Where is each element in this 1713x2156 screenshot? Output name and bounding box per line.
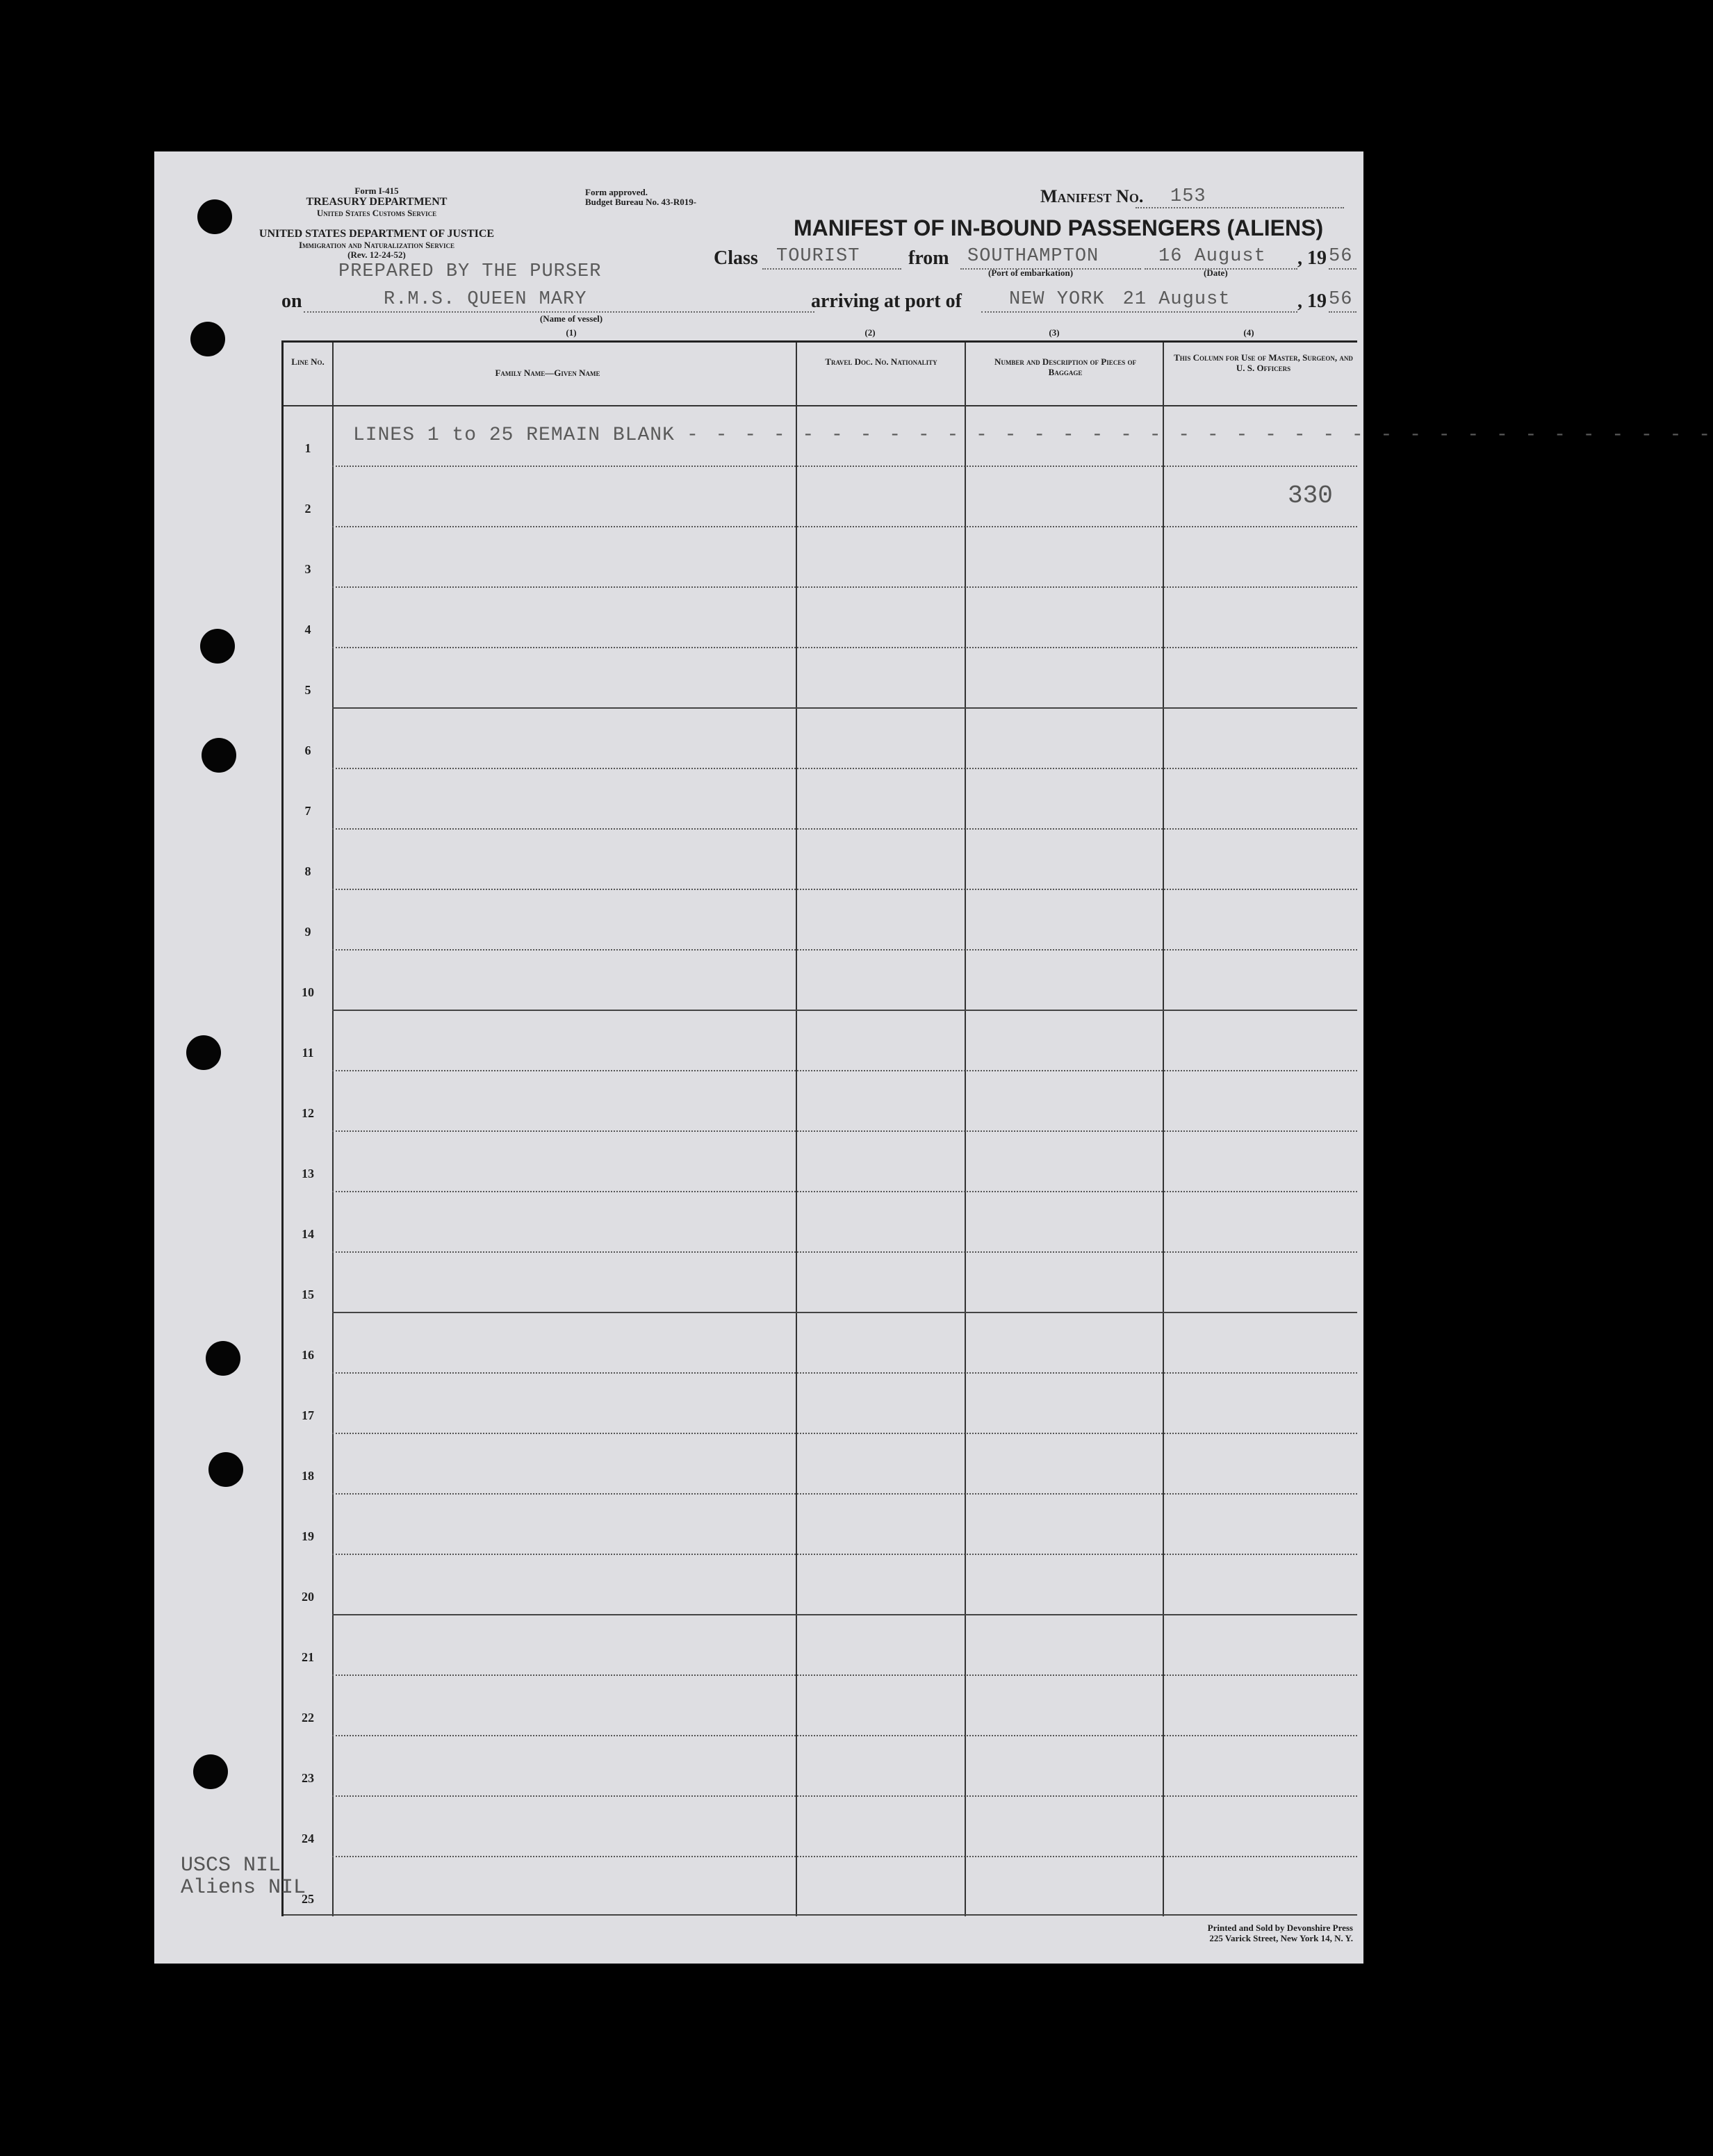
arrival-date: 21 August xyxy=(1122,289,1231,310)
date-value: 16 August xyxy=(1158,246,1266,267)
line-number: 16 xyxy=(302,1348,314,1362)
manifest-no-field xyxy=(1136,186,1344,208)
embark-port-value: SOUTHAMPTON xyxy=(967,246,1099,267)
binder-hole xyxy=(208,1452,243,1487)
revision-date: (Rev. 12-24-52) xyxy=(347,249,406,260)
binder-hole xyxy=(202,738,236,773)
uscs-stamp: USCS NIL xyxy=(181,1854,281,1877)
line-number: 2 xyxy=(304,502,311,516)
form-approved: Form approved. xyxy=(585,187,648,197)
line1-note: LINES 1 to 25 REMAIN BLANK xyxy=(353,425,675,446)
row-rule xyxy=(332,526,1357,527)
line-number: 17 xyxy=(302,1408,314,1422)
line-number: 14 xyxy=(302,1227,314,1241)
header-name: Family Name—Given Name xyxy=(495,368,600,378)
arrival-port: NEW YORK xyxy=(1009,289,1105,310)
customs-service: United States Customs Service xyxy=(316,208,437,218)
row-rule xyxy=(332,1191,1357,1192)
row-rule xyxy=(332,647,1357,648)
arrival-year-prefix: , 19 xyxy=(1297,290,1327,312)
line-number: 24 xyxy=(302,1832,314,1845)
embark-caption: (Port of embarkation) xyxy=(988,268,1074,278)
line-number: 18 xyxy=(302,1469,314,1483)
line-number: 25 xyxy=(302,1892,314,1906)
from-label: from xyxy=(908,247,949,269)
vessel-caption: (Name of vessel) xyxy=(539,313,603,324)
treasury-dept: TREASURY DEPARTMENT xyxy=(306,196,448,208)
binder-hole xyxy=(197,199,232,234)
embark-port-field xyxy=(960,246,1141,270)
line-number: 15 xyxy=(302,1287,314,1301)
date-caption: (Date) xyxy=(1204,268,1228,278)
row-rule xyxy=(332,1130,1357,1132)
binder-hole xyxy=(193,1754,228,1789)
col-divider-1 xyxy=(332,343,334,1916)
arriving-label: arriving at port of xyxy=(811,290,962,312)
arrival-year-field xyxy=(1329,289,1357,313)
vessel-value: R.M.S. QUEEN MARY xyxy=(384,289,587,310)
col-divider-2 xyxy=(796,343,797,1916)
col-num-1: (1) xyxy=(566,327,577,338)
year-prefix: , 19 xyxy=(1297,247,1327,269)
row-rule xyxy=(332,1735,1357,1736)
on-label: on xyxy=(281,290,302,312)
class-label: Class xyxy=(714,247,758,269)
row-rule xyxy=(332,889,1357,890)
row-rule xyxy=(332,1010,1357,1011)
line-number: 9 xyxy=(304,925,311,939)
year-value: 56 xyxy=(1329,246,1353,267)
line-number: 11 xyxy=(302,1046,314,1060)
passenger-table xyxy=(281,340,1713,1916)
manifest-page xyxy=(154,151,1713,1964)
row-rule xyxy=(332,466,1357,467)
line-number: 21 xyxy=(302,1650,314,1664)
justice-dept: UNITED STATES DEPARTMENT OF JUSTICE xyxy=(259,228,495,240)
line-number: 8 xyxy=(304,864,311,878)
col-divider-4 xyxy=(1163,343,1164,1916)
header-officers: This Column for Use of Master, Surgeon, and U. S. Officers xyxy=(1174,352,1353,373)
line1-dashes: - - - - - - - - - - - - - - - - - - - - - - - - - - - - - - - - - - - - xyxy=(687,425,1713,446)
binder-hole xyxy=(186,1035,221,1070)
row-rule xyxy=(332,1614,1357,1615)
col-divider-3 xyxy=(965,343,966,1916)
row-rule xyxy=(332,1433,1357,1434)
binder-hole xyxy=(190,322,225,356)
header-baggage: Number and Description of Pieces of Baggage xyxy=(994,356,1136,377)
budget-bureau: Budget Bureau No. 43-R019- xyxy=(585,197,697,207)
line-number: 3 xyxy=(304,562,311,576)
row-rule xyxy=(332,1372,1357,1374)
ins-service: Immigration and Naturalization Service xyxy=(298,240,455,250)
row-rule xyxy=(332,1856,1357,1857)
prepared-by: PREPARED BY THE PURSER xyxy=(338,261,602,282)
line-number: 6 xyxy=(304,743,311,757)
vessel-field xyxy=(304,289,814,313)
arrival-year: 56 xyxy=(1329,289,1353,310)
manifest-no-label: Manifest No. xyxy=(1040,186,1144,206)
manifest-no-value: 153 xyxy=(1170,186,1206,207)
document-title: MANIFEST OF IN-BOUND PASSENGERS (ALIENS) xyxy=(794,215,1324,240)
line-number: 7 xyxy=(304,804,311,818)
binder-hole xyxy=(200,629,235,664)
printer-line-2: 225 Varick Street, New York 14, N. Y. xyxy=(1209,1933,1353,1943)
row-rule xyxy=(332,1493,1357,1495)
line-number: 5 xyxy=(304,683,311,697)
line-number: 10 xyxy=(302,985,314,999)
year-field xyxy=(1329,246,1357,270)
line-number: 4 xyxy=(304,623,311,636)
col-num-4: (4) xyxy=(1243,327,1254,338)
aliens-stamp: Aliens NIL xyxy=(181,1876,306,1900)
header-rule xyxy=(284,405,1357,406)
row-rule xyxy=(332,1674,1357,1676)
row-rule xyxy=(332,1312,1357,1313)
header-line-no: Line No. xyxy=(291,356,325,367)
line-number: 22 xyxy=(302,1711,314,1725)
row-rule xyxy=(332,1554,1357,1555)
row-rule xyxy=(332,949,1357,951)
arrival-field xyxy=(981,289,1297,313)
date-field xyxy=(1145,246,1297,270)
col-num-3: (3) xyxy=(1049,327,1060,338)
row-rule xyxy=(332,1251,1357,1253)
line-number: 12 xyxy=(302,1106,314,1120)
binder-hole xyxy=(206,1341,240,1376)
officer-note: 330 xyxy=(1288,482,1333,510)
line-number: 20 xyxy=(302,1590,314,1604)
row-rule xyxy=(332,1795,1357,1797)
row-rule xyxy=(332,768,1357,769)
class-value: TOURIST xyxy=(776,246,860,267)
row-rule xyxy=(332,586,1357,588)
header-travel-doc: Travel Doc. No. Nationality xyxy=(825,356,937,367)
printer-line-1: Printed and Sold by Devonshire Press xyxy=(1207,1923,1353,1933)
line-number: 19 xyxy=(302,1529,314,1543)
row-rule xyxy=(332,828,1357,830)
col-num-2: (2) xyxy=(864,327,876,338)
row-rule xyxy=(332,707,1357,709)
form-number: Form I-415 xyxy=(354,186,399,196)
line-number: 23 xyxy=(302,1771,314,1785)
class-field xyxy=(762,246,901,270)
line-number: 1 xyxy=(304,441,311,455)
line-number: 13 xyxy=(302,1167,314,1180)
row-rule xyxy=(332,1070,1357,1071)
table-bottom-rule xyxy=(284,1914,1357,1916)
